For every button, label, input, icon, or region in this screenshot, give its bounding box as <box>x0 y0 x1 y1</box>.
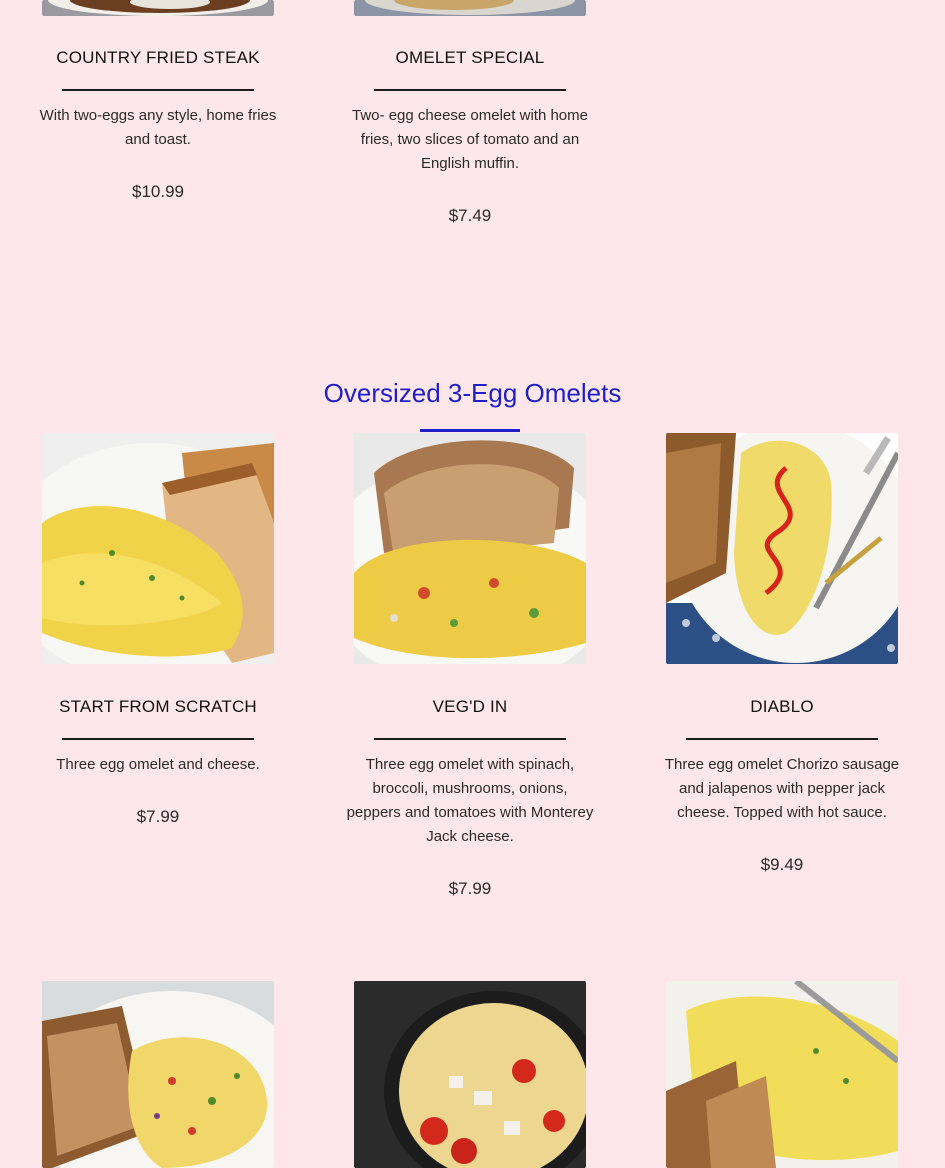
menu-item-description: With two-eggs any style, home fries and toast. <box>39 107 277 148</box>
title-divider <box>374 738 566 740</box>
menu-item-title: DIABLO <box>750 697 814 716</box>
menu-item-price: $7.99 <box>448 879 492 898</box>
country-fried-steak-photo[interactable] <box>42 0 274 16</box>
diablo-photo[interactable] <box>666 433 898 664</box>
menu-item-description: Three egg omelet Chorizo sausage and jalapenos with pepper jack cheese. Topped with hot sauce. <box>664 756 900 821</box>
section-title: Oversized 3-Egg Omelets <box>323 378 622 408</box>
menu-item-price: $10.99 <box>132 182 184 201</box>
omelet-photo-6[interactable] <box>666 981 898 1168</box>
menu-item-description: Three egg omelet and cheese. <box>56 756 260 773</box>
title-divider <box>62 738 254 740</box>
title-divider <box>686 738 878 740</box>
section-divider <box>420 429 520 432</box>
menu-item-description: Three egg omelet with spinach, broccoli, mushrooms, onions, peppers and tomatoes with Monterey Jack cheese. <box>346 756 594 845</box>
omelet-photo-4[interactable] <box>42 981 274 1168</box>
vegd-in-photo[interactable] <box>354 433 586 664</box>
menu-item-title: START FROM SCRATCH <box>59 697 257 716</box>
omelet-photo-5[interactable] <box>354 981 586 1168</box>
title-divider <box>62 89 254 91</box>
menu-item-title: OMELET SPECIAL <box>395 48 545 67</box>
menu-item-description: Two- egg cheese omelet with home fries, two slices of tomato and an English muffin. <box>352 107 588 172</box>
start-from-scratch-photo[interactable] <box>42 433 274 664</box>
menu-item-price: $9.49 <box>760 855 804 874</box>
menu-item-title: COUNTRY FRIED STEAK <box>56 48 260 67</box>
menu-item-price: $7.49 <box>448 206 492 225</box>
omelet-special-photo[interactable] <box>354 0 586 16</box>
menu-item-price: $7.99 <box>136 807 180 826</box>
title-divider <box>374 89 566 91</box>
menu-item-title: VEG'D IN <box>432 697 508 716</box>
